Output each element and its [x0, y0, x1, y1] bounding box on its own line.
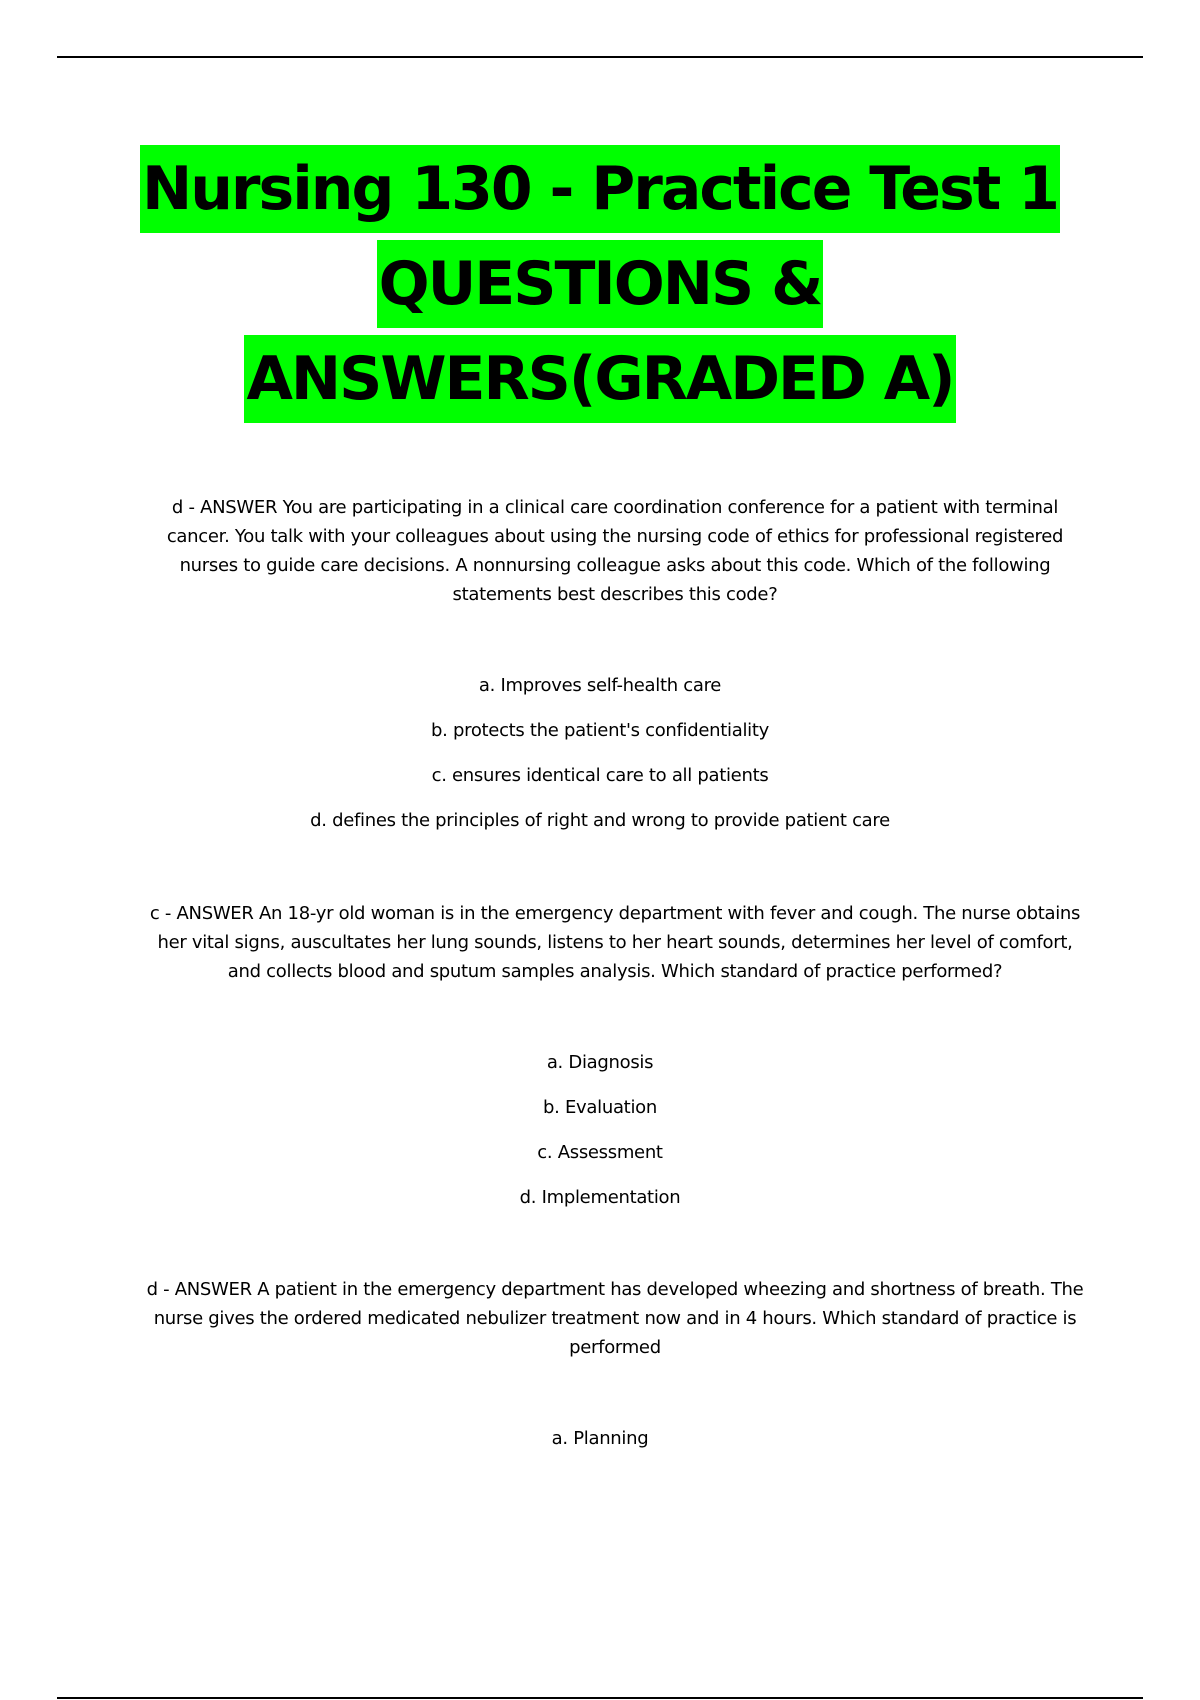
- question-2-option-b: b. Evaluation: [543, 1097, 657, 1118]
- question-1-text: d - ANSWER You are participating in a clinical care coordination conference for a patient with terminal cancer. You talk with your colleagues about using the nursing code of ethics for professional registered nurses to guide care decisions. A nonnursing colleague asks about this code. Which of the following statements best describes this code?: [166, 497, 1064, 605]
- question-1-option-a: a. Improves self-health care: [478, 675, 722, 696]
- question-3-text: d - ANSWER A patient in the emergency department has developed wheezing and shortness of breath. The nurse gives the ordered medicated nebulizer treatment now and in 4 hours. Which standard of practice is performed: [146, 1279, 1084, 1358]
- question-2-option-a: a. Diagnosis: [546, 1052, 654, 1073]
- question-1-option-d: d. defines the principles of right and wrong to provide patient care: [310, 810, 890, 831]
- question-3-options: [0, 1416, 1200, 1461]
- title-line-3: ANSWERS(GRADED A): [244, 335, 955, 423]
- question-2-options: [0, 1040, 1200, 1220]
- title-line-1: Nursing 130 - Practice Test 1: [140, 145, 1060, 233]
- question-2-text: c - ANSWER An 18-yr old woman is in the emergency department with fever and cough. The nurse obtains her vital signs, auscultates her lung sounds, listens to her heart sounds, determines her level of comfort, and collects blood and sputum samples analysis. Which standard of practice performed?: [149, 903, 1081, 982]
- document-title: [0, 145, 1200, 430]
- top-rule: [57, 56, 1143, 58]
- bottom-rule: [57, 1697, 1143, 1699]
- question-1-option-b: b. protects the patient's confidentiality: [431, 720, 769, 741]
- question-3-option-a: a. Planning: [551, 1428, 649, 1449]
- question-1-option-c: c. ensures identical care to all patients: [431, 765, 769, 786]
- question-2-option-c: c. Assessment: [537, 1142, 663, 1163]
- title-line-2: QUESTIONS &: [377, 240, 824, 328]
- question-1-options: [0, 663, 1200, 843]
- question-2-option-d: d. Implementation: [519, 1187, 681, 1208]
